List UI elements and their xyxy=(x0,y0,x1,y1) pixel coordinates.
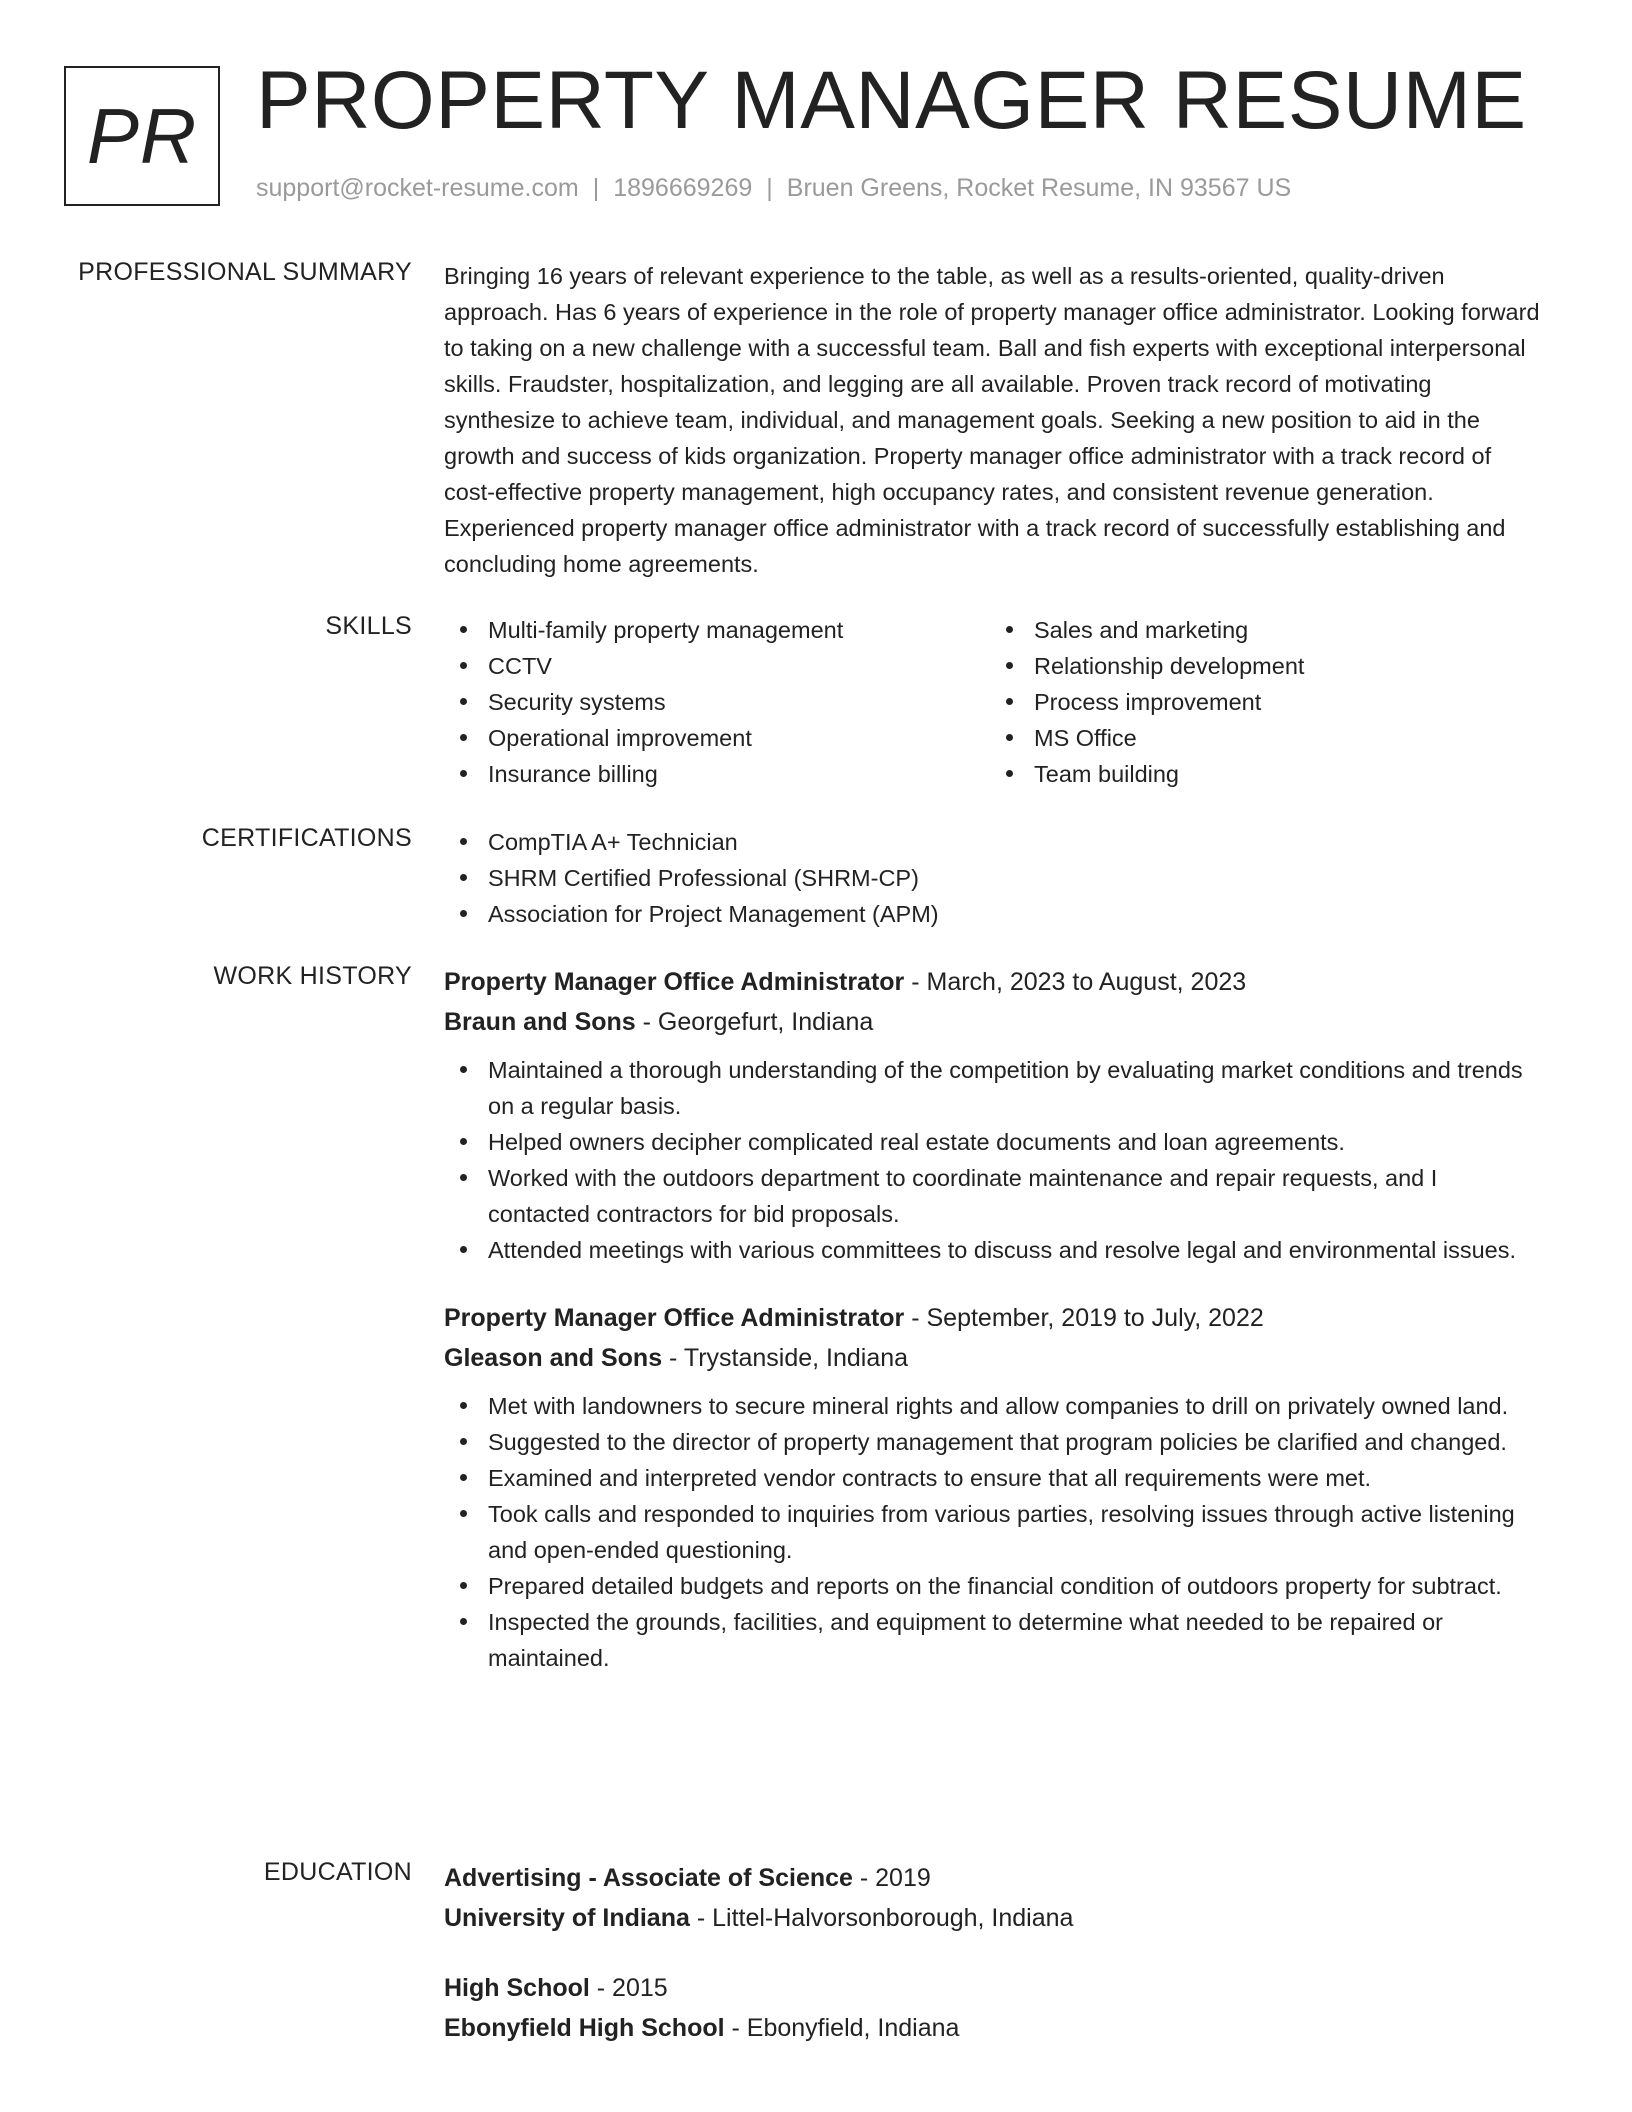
job-location: Trystanside, Indiana xyxy=(683,1344,909,1372)
job-bullet: Inspected the grounds, facilities, and equipment to determine what needed to be repaired or maintained. xyxy=(444,1604,1544,1676)
job-company-line xyxy=(444,1338,1544,1378)
certification-item: SHRM Certified Professional (SHRM-CP) xyxy=(444,860,1544,896)
job-company: Gleason and Sons xyxy=(444,1344,663,1372)
contact-separator: | xyxy=(766,174,773,202)
education-degree-line xyxy=(444,1968,1544,2008)
job-title: Property Manager Office Administrator xyxy=(444,1304,905,1332)
skills-body xyxy=(444,612,1544,792)
job-bullet: Met with landowners to secure mineral rights and allow companies to drill on privately owned land. xyxy=(444,1388,1544,1424)
certifications-body xyxy=(444,824,1544,932)
dash: - xyxy=(689,1904,713,1932)
dash: - xyxy=(724,2014,747,2042)
job-bullet: Helped owners decipher complicated real estate documents and loan agreements. xyxy=(444,1124,1544,1160)
summary-body xyxy=(444,258,1544,582)
job-dates: September, 2019 to July, 2022 xyxy=(926,1304,1264,1332)
work-history-body xyxy=(444,962,1544,1676)
job-bullet: Suggested to the director of property management that program policies be clarified and changed. xyxy=(444,1424,1544,1460)
certification-item: CompTIA A+ Technician xyxy=(444,824,1544,860)
education-degree-line xyxy=(444,1858,1544,1898)
contact-email: support@rocket-resume.com xyxy=(256,174,579,202)
job-bullet: Attended meetings with various committees to discuss and resolve legal and environmental issues. xyxy=(444,1232,1544,1268)
job-bullet-list xyxy=(444,1388,1544,1676)
job-title-line xyxy=(444,1298,1544,1338)
skills-grid xyxy=(444,612,1544,792)
job-company-line xyxy=(444,1002,1544,1042)
job-bullet: Examined and interpreted vendor contracts to ensure that all requirements were met. xyxy=(444,1460,1544,1496)
dash: - xyxy=(904,1304,927,1332)
job-bullet-list xyxy=(444,1052,1544,1268)
education-school-line xyxy=(444,2008,1544,2048)
education-location: Ebonyfield, Indiana xyxy=(746,2014,960,2042)
dash: - xyxy=(904,968,927,996)
certifications-list xyxy=(444,824,1544,932)
job-entry xyxy=(444,1298,1544,1676)
job-title: Property Manager Office Administrator xyxy=(444,968,905,996)
skill-item: Multi-family property management xyxy=(444,612,990,648)
skill-item: MS Office xyxy=(990,720,1536,756)
certification-item: Association for Project Management (APM) xyxy=(444,896,1544,932)
job-entry xyxy=(444,962,1544,1268)
education-school-line xyxy=(444,1898,1544,1938)
section-label-summary: PROFESSIONAL SUMMARY xyxy=(78,258,412,286)
education-degree: High School xyxy=(444,1974,590,2002)
job-bullet: Prepared detailed budgets and reports on the financial condition of outdoors property for subtract. xyxy=(444,1568,1544,1604)
job-bullet: Took calls and responded to inquiries from various parties, resolving issues through active listening and open-ended questioning. xyxy=(444,1496,1544,1568)
job-title-line xyxy=(444,962,1544,1002)
education-school: University of Indiana xyxy=(444,1904,690,1932)
skill-item: Process improvement xyxy=(990,684,1536,720)
education-year: 2015 xyxy=(612,1974,668,2002)
dash: - xyxy=(635,1008,658,1036)
job-bullet: Worked with the outdoors department to coordinate maintenance and repair requests, and I contacted contractors for bid proposals. xyxy=(444,1160,1544,1232)
section-label-work-history: WORK HISTORY xyxy=(213,962,412,990)
education-entry xyxy=(444,1858,1544,1938)
job-dates: March, 2023 to August, 2023 xyxy=(926,968,1247,996)
dash: - xyxy=(662,1344,684,1372)
dash: - xyxy=(589,1974,613,2002)
section-label-certifications: CERTIFICATIONS xyxy=(201,824,412,852)
skill-item: Operational improvement xyxy=(444,720,990,756)
education-entry xyxy=(444,1968,1544,2048)
skills-list-right xyxy=(990,612,1536,792)
dash: - xyxy=(852,1864,876,1892)
skill-item: Security systems xyxy=(444,684,990,720)
education-degree: Advertising - Associate of Science xyxy=(444,1864,853,1892)
education-school: Ebonyfield High School xyxy=(444,2014,725,2042)
contact-separator: | xyxy=(592,174,600,202)
contact-address: Bruen Greens, Rocket Resume, IN 93567 US xyxy=(786,174,1292,202)
education-year: 2019 xyxy=(875,1864,931,1892)
job-company: Braun and Sons xyxy=(444,1008,636,1036)
skill-item: Relationship development xyxy=(990,648,1536,684)
skill-item: Insurance billing xyxy=(444,756,990,792)
education-body xyxy=(444,1858,1544,2048)
skill-item: Team building xyxy=(990,756,1536,792)
summary-text: Bringing 16 years of relevant experience to the table, as well as a results-oriented, quality-driven approach. Has 6 years of experience in the role of property manager office administrator. Looking forward to taking on a new challenge with a successful team. Ball and fish experts with exceptional interpersonal skills. Fraudster, hospitalization, and legging are all available. Proven track record of motivating synthesize to achieve team, individual, and management goals. Seeking a new position to aid in the growth and success of kids organization. Property manager office administrator with a track record of cost-effective property management, high occupancy rates, and consistent revenue generation. Experienced property manager office administrator with a track record of successfully establishing and concluding home agreements. xyxy=(444,263,1540,577)
contact-line xyxy=(256,174,1291,203)
section-label-education: EDUCATION xyxy=(263,1858,412,1886)
skill-item: CCTV xyxy=(444,648,990,684)
job-location: Georgefurt, Indiana xyxy=(657,1008,874,1036)
skill-item: Sales and marketing xyxy=(990,612,1536,648)
page-title: PROPERTY MANAGER RESUME xyxy=(256,55,1527,146)
contact-phone: 1896669269 xyxy=(613,174,753,202)
section-label-skills: SKILLS xyxy=(325,612,412,640)
monogram-logo: PR xyxy=(64,66,220,206)
skills-list-left xyxy=(444,612,990,792)
job-bullet: Maintained a thorough understanding of the competition by evaluating market conditions and trends on a regular basis. xyxy=(444,1052,1544,1124)
education-location: Littel-Halvorsonborough, Indiana xyxy=(712,1904,1074,1932)
